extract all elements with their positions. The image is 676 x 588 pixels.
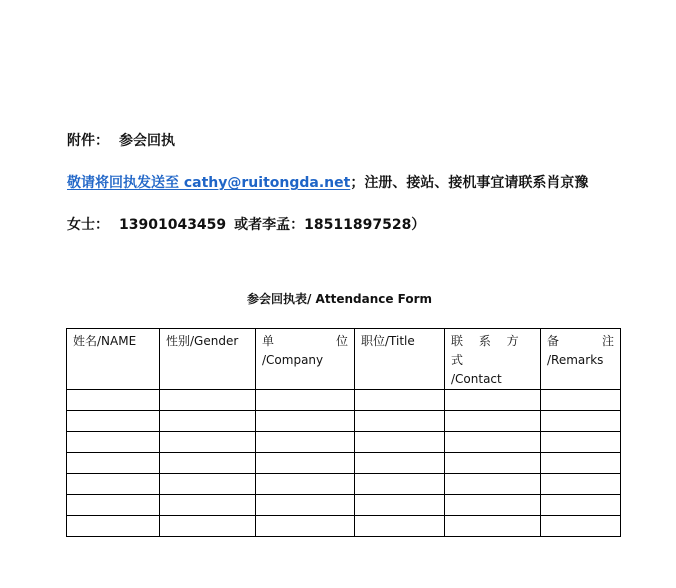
header-remarks-en: /Remarks (547, 353, 604, 367)
header-contact (445, 329, 541, 390)
table-cell[interactable] (445, 453, 541, 474)
header-remarks-cn-left: 备 (547, 334, 560, 348)
table-cell[interactable] (256, 411, 355, 432)
attachment-label: 附件： (67, 133, 109, 149)
table-cell[interactable] (355, 516, 445, 537)
table-cell[interactable] (355, 432, 445, 453)
header-remarks-cn-right: 注 (601, 334, 614, 348)
table-cell[interactable] (67, 411, 160, 432)
table-cell[interactable] (541, 516, 621, 537)
table-cell[interactable] (355, 495, 445, 516)
table-cell[interactable] (445, 474, 541, 495)
table-cell[interactable] (256, 432, 355, 453)
table-cell[interactable] (541, 474, 621, 495)
table-row (67, 474, 621, 495)
table-cell[interactable] (160, 411, 256, 432)
header-company-cn-left: 单 (262, 334, 275, 348)
table-cell[interactable] (445, 390, 541, 411)
header-company-cn-right: 位 (335, 334, 348, 348)
attachment-line (67, 132, 175, 150)
table-cell[interactable] (160, 495, 256, 516)
header-company (256, 329, 355, 390)
table-cell[interactable] (541, 432, 621, 453)
table-cell[interactable] (67, 453, 160, 474)
table-row (67, 495, 621, 516)
contact-alternate: 或者李孟：18511897528） (234, 217, 426, 233)
table-cell[interactable] (160, 390, 256, 411)
header-title-label: 职位/Title (361, 334, 415, 348)
table-cell[interactable] (160, 474, 256, 495)
table-row (67, 411, 621, 432)
attendance-form-table (66, 328, 621, 537)
table-row (67, 453, 621, 474)
table-cell[interactable] (355, 411, 445, 432)
header-gender (160, 329, 256, 390)
table-header-row (67, 329, 621, 390)
table-cell[interactable] (67, 432, 160, 453)
table-cell[interactable] (541, 495, 621, 516)
table-row (67, 516, 621, 537)
table-row (67, 432, 621, 453)
header-name-label: 姓名/NAME (73, 334, 137, 348)
table-cell[interactable] (541, 453, 621, 474)
table-cell[interactable] (160, 453, 256, 474)
contact-phone-primary: 13901043459 (119, 217, 227, 233)
table-cell[interactable] (445, 411, 541, 432)
table-cell[interactable] (541, 390, 621, 411)
table-cell[interactable] (67, 495, 160, 516)
table-cell[interactable] (355, 453, 445, 474)
instructions-line (67, 174, 588, 192)
table-cell[interactable] (160, 432, 256, 453)
contacts-line (67, 216, 425, 234)
email-link[interactable]: 敬请将回执发送至 cathy@ruitongda.net (67, 175, 351, 191)
table-cell[interactable] (256, 495, 355, 516)
table-cell[interactable] (541, 411, 621, 432)
instructions-text: ；注册、接站、接机事宜请联系肖京豫 (350, 175, 589, 191)
table-cell[interactable] (160, 516, 256, 537)
header-company-en: /Company (262, 353, 324, 367)
header-remarks (541, 329, 621, 390)
table-cell[interactable] (445, 432, 541, 453)
table-cell[interactable] (256, 474, 355, 495)
table-cell[interactable] (355, 474, 445, 495)
header-contact-en: /Contact (451, 372, 502, 386)
contact-salutation: 女士： (67, 217, 109, 233)
table-cell[interactable] (67, 390, 160, 411)
attachment-title: 参会回执 (119, 133, 175, 149)
form-title: 参会回执表/ Attendance Form (247, 292, 433, 306)
table-cell[interactable] (67, 516, 160, 537)
table-cell[interactable] (67, 474, 160, 495)
header-contact-cn: 联 系 方 式 (451, 334, 525, 367)
table-cell[interactable] (256, 390, 355, 411)
header-gender-label: 性别/Gender (166, 334, 239, 348)
table-row (67, 390, 621, 411)
table-cell[interactable] (256, 453, 355, 474)
table-cell[interactable] (445, 495, 541, 516)
table-cell[interactable] (256, 516, 355, 537)
table-cell[interactable] (355, 390, 445, 411)
header-name (67, 329, 160, 390)
table-cell[interactable] (445, 516, 541, 537)
header-title (355, 329, 445, 390)
